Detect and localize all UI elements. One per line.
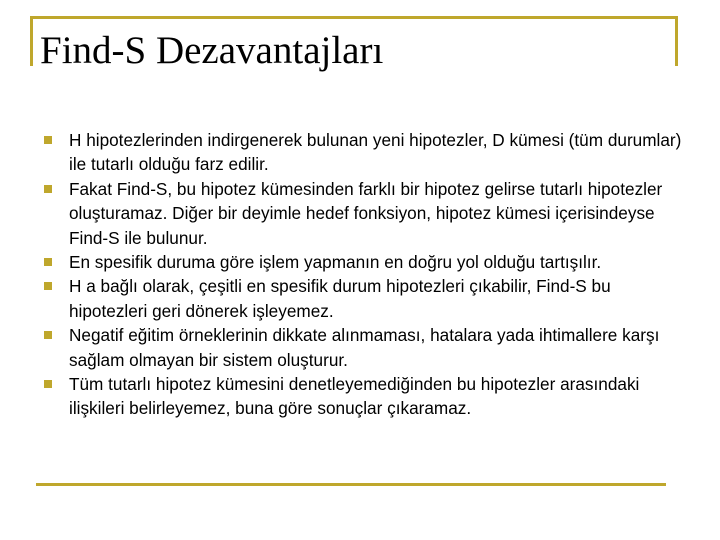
square-bullet-icon bbox=[44, 282, 52, 290]
title-frame-right-line bbox=[675, 16, 678, 66]
square-bullet-icon bbox=[44, 185, 52, 193]
bullet-item bbox=[38, 274, 688, 323]
square-bullet-icon bbox=[44, 258, 52, 266]
title-frame-top-line bbox=[30, 16, 678, 19]
bottom-divider-line bbox=[36, 483, 666, 486]
bullet-item bbox=[38, 372, 688, 421]
bullet-text: H hipotezlerinden indirgenerek bulunan yeni hipotezler, D kümesi (tüm durumlar) ile tutarlı olduğu farz edilir. bbox=[69, 130, 682, 175]
bullet-item bbox=[38, 177, 688, 250]
bullet-text: Negatif eğitim örneklerinin dikkate alınmaması, hatalara yada ihtimallere karşı sağlam olmayan bir sistem oluşturur. bbox=[69, 325, 660, 370]
bullet-item bbox=[38, 323, 688, 372]
slide-title: Find-S Dezavantajları bbox=[40, 29, 384, 72]
bullet-list bbox=[38, 128, 688, 421]
bullet-item bbox=[38, 250, 688, 274]
square-bullet-icon bbox=[44, 331, 52, 339]
square-bullet-icon bbox=[44, 380, 52, 388]
bullet-text: En spesifik duruma göre işlem yapmanın en doğru yol olduğu tartışılır. bbox=[69, 252, 602, 273]
title-frame-left-line bbox=[30, 16, 33, 66]
bullet-text: H a bağlı olarak, çeşitli en spesifik durum hipotezleri çıkabilir, Find-S bu hipotezleri geri dönerek işleyemez. bbox=[69, 276, 611, 321]
bullet-text: Fakat Find-S, bu hipotez kümesinden farklı bir hipotez gelirse tutarlı hipotezler oluşturamaz. Diğer bir deyimle hedef fonksiyon, hipotez kümesi içerisindeyse Find-S ile bulunur. bbox=[69, 178, 663, 248]
square-bullet-icon bbox=[44, 136, 52, 144]
bullet-item bbox=[38, 128, 688, 177]
bullet-text: Tüm tutarlı hipotez kümesini denetleyemediğinden bu hipotezler arasındaki ilişkileri belirleyemez, buna göre sonuçlar çıkaramaz. bbox=[69, 374, 640, 419]
